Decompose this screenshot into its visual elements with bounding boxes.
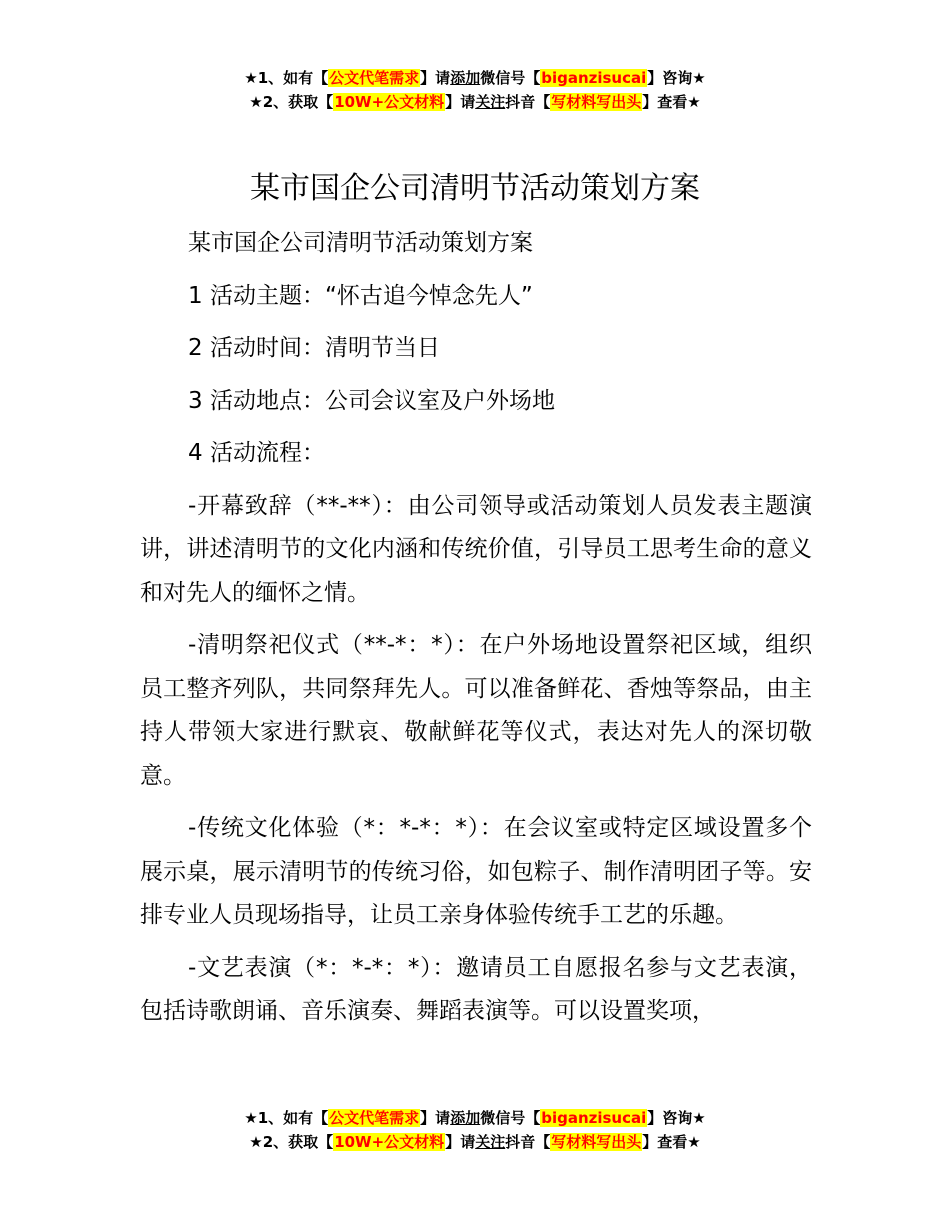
banner-text: 抖音【 [505,93,551,111]
header-banner [0,66,950,114]
banner-text: ★2、获取【 [249,1133,334,1151]
paragraph-opening-speech: -开幕致辞（**-**）：由公司领导或活动策划人员发表主题演讲，讲述清明节的文化内涵和传统价值，引导员工思考生命的意义和对先人的缅怀之情。 [140,492,812,606]
banner-text: ★2、获取【 [249,93,334,111]
banner-highlight: biganzisucai [541,1109,647,1127]
document-title: 某市国企公司清明节活动策划方案 [250,171,700,206]
paragraph-theme: 1 活动主题：“怀古追今悼念先人” [188,282,533,309]
banner-text: 】请 [445,1133,476,1151]
banner-text: 】请 [445,93,476,111]
paragraph-process-heading: 4 活动流程： [188,440,325,466]
banner-line-1 [0,66,950,90]
banner-underlined-text: 关注 [475,93,506,111]
paragraph-location: 3 活动地点：公司会议室及户外场地 [188,387,555,414]
document-body [140,222,812,1043]
banner-text: 】请 [420,1109,451,1127]
paragraph-subtitle: 某市国企公司清明节活动策划方案 [188,230,533,256]
paragraph-time: 2 活动时间：清明节当日 [188,335,440,361]
banner-highlight: 公文代笔需求 [329,1109,420,1127]
paragraph-culture-experience: -传统文化体验（*：*-*：*）：在会议室或特定区域设置多个展示桌，展示清明节的传统习俗，如包粽子、制作清明团子等。安排专业人员现场指导，让员工亲身体验传统手工艺的乐趣。 [140,815,812,928]
banner-text: 】查看★ [642,1133,701,1151]
banner-text: 】咨询★ [647,69,706,87]
banner-highlight: 写材料写出头 [551,1133,642,1151]
banner-underlined-text: 关注 [475,1133,506,1151]
banner-text: ★1、如有【 [244,1109,329,1127]
footer-banner [0,1106,950,1154]
paragraph-performance: -文艺表演（*：*-*：*）：邀请员工自愿报名参与文艺表演，包括诗歌朗诵、音乐演奏、舞蹈表演等。可以设置奖项， [140,954,812,1024]
banner-highlight: 公文代笔需求 [329,69,420,87]
banner-line-1 [0,1106,950,1130]
banner-line-2 [0,90,950,114]
banner-text: ★1、如有【 [244,69,329,87]
banner-text: 微信号【 [480,69,541,87]
banner-highlight: biganzisucai [541,69,647,87]
banner-highlight: 10W+公文材料 [334,1133,445,1151]
banner-highlight: 10W+公文材料 [334,93,445,111]
banner-highlight: 写材料写出头 [551,93,642,111]
banner-underlined-text: 添加 [450,1109,481,1127]
banner-text: 微信号【 [480,1109,541,1127]
banner-text: 】查看★ [642,93,701,111]
banner-text: 抖音【 [505,1133,551,1151]
banner-line-2 [0,1130,950,1154]
banner-underlined-text: 添加 [450,69,481,87]
banner-text: 】咨询★ [647,1109,706,1127]
paragraph-memorial-ceremony: -清明祭祀仪式（**-*：*）：在户外场地设置祭祀区域，组织员工整齐列队，共同祭拜先人。可以准备鲜花、香烛等祭品，由主持人带领大家进行默哀、敬献鲜花等仪式，表达对先人的深切敬意。 [140,632,812,789]
banner-text: 】请 [420,69,451,87]
